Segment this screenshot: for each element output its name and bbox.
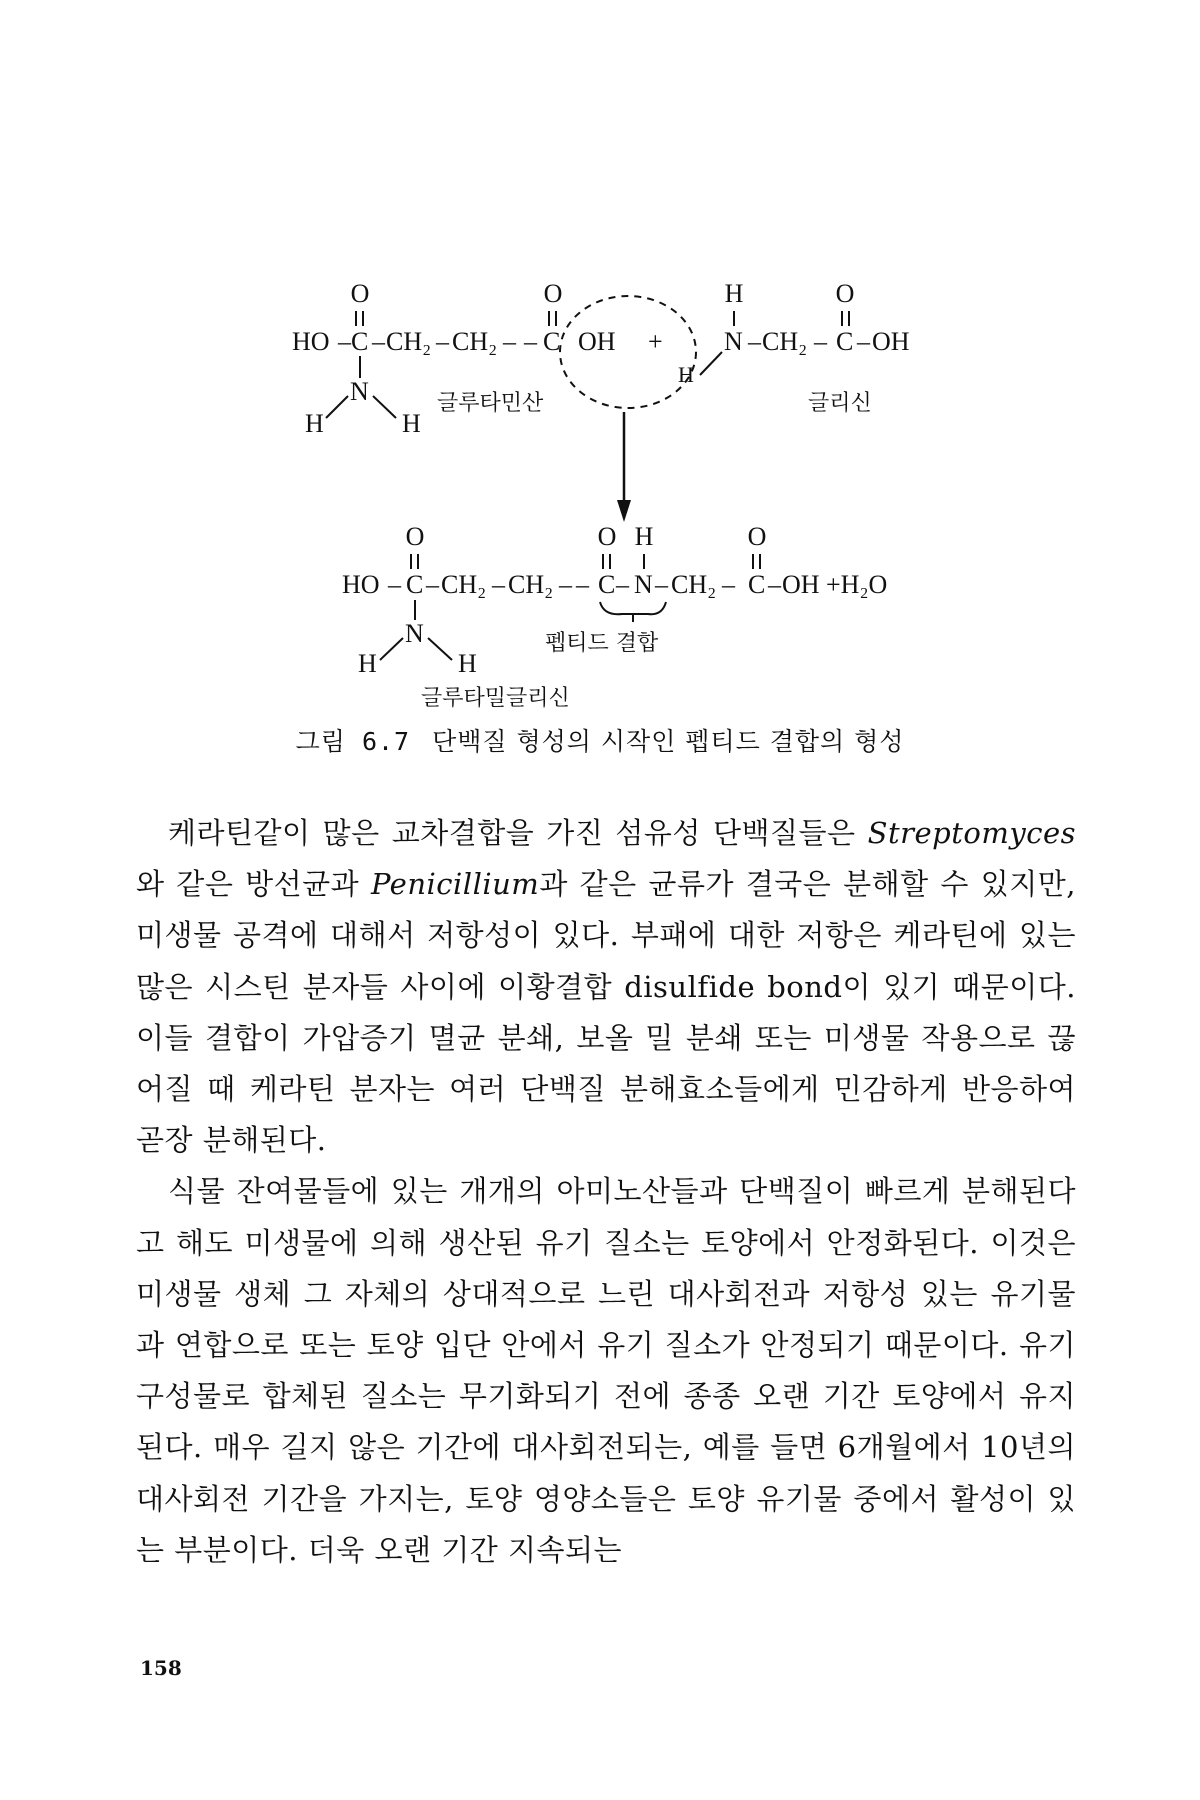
svg-text:–: – [814,327,827,356]
atom-c-2: C [543,327,561,356]
plus-sign: + [648,327,663,356]
genus-name: Penicillium [370,867,540,902]
atom-c-p2: C [598,570,616,599]
atom-c-3: C [836,327,854,356]
svg-text:–: – [655,570,668,599]
svg-text:–: – [857,327,870,356]
atom-o-2: O [543,279,563,308]
svg-text:–: – [338,327,351,356]
label-glycine: 글리신 [808,391,872,416]
water-product: +H₂O [826,570,888,599]
svg-text:–: – [492,570,505,599]
atom-oh-mid: OH [578,327,616,356]
svg-text:–: – [559,570,572,599]
atom-o-p2: O [597,522,617,551]
atom-c-p1: C [406,570,424,599]
atom-h-amine-l: H [305,409,324,438]
atom-ho-p: HO [342,570,380,599]
reaction-arrow [617,412,631,522]
reactants [292,279,910,438]
group-ch2-1: CH₂ [386,327,432,356]
atom-oh-p: OH [782,570,820,599]
atom-h-p: H [634,522,654,551]
atom-h-top: H [724,279,744,308]
caption-text: 단백질 형성의 시작인 펩티드 결합의 형성 [432,727,905,756]
group-ch2-p2: CH₂ [508,570,554,599]
atom-ho-left: HO [292,327,330,356]
group-ch2-2: CH₂ [452,327,498,356]
label-glutamic-acid: 글루타민산 [437,391,544,416]
atom-h-amine-r: H [402,409,421,438]
atom-h-glycine: H [678,362,694,387]
svg-text:–: – [748,327,761,356]
svg-text:–: – [524,327,537,356]
caption-number: 그림 6.7 [295,727,411,756]
genus-name: Streptomyces [867,816,1076,850]
svg-text:–: – [616,570,629,599]
svg-text:–: – [372,327,385,356]
atom-n-amine: N [350,377,369,406]
paragraph-1: 케라틴같이 많은 교차결합을 가진 섬유성 단백질들은 Streptomyces와 같은 방선균과 Penicillium과 같은 균류가 결국은 분해할 수 있지만, 미생물 공격에 대해서 저항성이 있다. 부패에 대한 저항은 케라틴에 있는 많은 시스틴 분자들 사이에 이황결합 disulfide bond이 있기 때문이다. 이들 결합이 가압증기 멸균 분쇄, 보올 밀 분쇄 또는 미생물 작용으로 끊어질 때 케라틴 분자는 여러 단백질 분해효소들에게 민감하게 반응하여 곧장 분해된다. [136,816,1076,1158]
atom-n-amine-p: N [405,619,424,648]
atom-o-3: O [835,279,855,308]
body-text [136,808,1076,1576]
page-number: 158 [140,1656,182,1680]
atom-c-1: C [351,327,369,356]
svg-text:–: – [576,570,589,599]
atom-n-p: N [634,570,653,599]
figure-caption [0,722,1200,758]
label-glutamylglycine: 글루타밀글리신 [421,686,570,711]
svg-text:–: – [436,327,449,356]
atom-h-p-r: H [458,649,477,678]
atom-o-1: O [350,279,370,308]
peptide-bond-diagram [0,0,1200,780]
group-ch2-p1: CH₂ [441,570,487,599]
peptide-bond-brace [600,602,666,614]
atom-n-glycine: N [724,327,743,356]
svg-text:–: – [768,570,781,599]
svg-text:–: – [426,570,439,599]
atom-oh-right: OH [872,327,910,356]
atom-o-p1: O [405,522,425,551]
paragraph-2: 식물 잔여물들에 있는 개개의 아미노산들과 단백질이 빠르게 분해된다고 해도 미생물에 의해 생산된 유기 질소는 토양에서 안정화된다. 이것은 미생물 생체 그 자체의 상대적으로 느린 대사회전과 저항성 있는 유기물과 연합으로 또는 토양 입단 안에서 유기 질소가 안정되기 때문이다. 유기 구성물로 합체된 질소는 무기화되기 전에 종종 오랜 기간 토양에서 유지된다. 매우 길지 않은 기간에 대사회전되는, 예를 들면 6개월에서 10년의 대사회전 기간을 가지는, 토양 영양소들은 토양 유기물 중에서 활성이 있는 부분이다. 더욱 오랜 기간 지속되는 [136,1174,1076,1567]
svg-text:–: – [388,570,401,599]
atom-o-p3: O [747,522,767,551]
group-ch2-p3: CH₂ [671,570,717,599]
group-ch2-3: CH₂ [762,327,808,356]
label-peptide-bond: 펩티드 결합 [545,631,659,656]
svg-text:–: – [503,327,516,356]
atom-h-p-l: H [358,649,377,678]
svg-text:–: – [722,570,735,599]
product [342,522,887,711]
atom-c-p3: C [748,570,766,599]
